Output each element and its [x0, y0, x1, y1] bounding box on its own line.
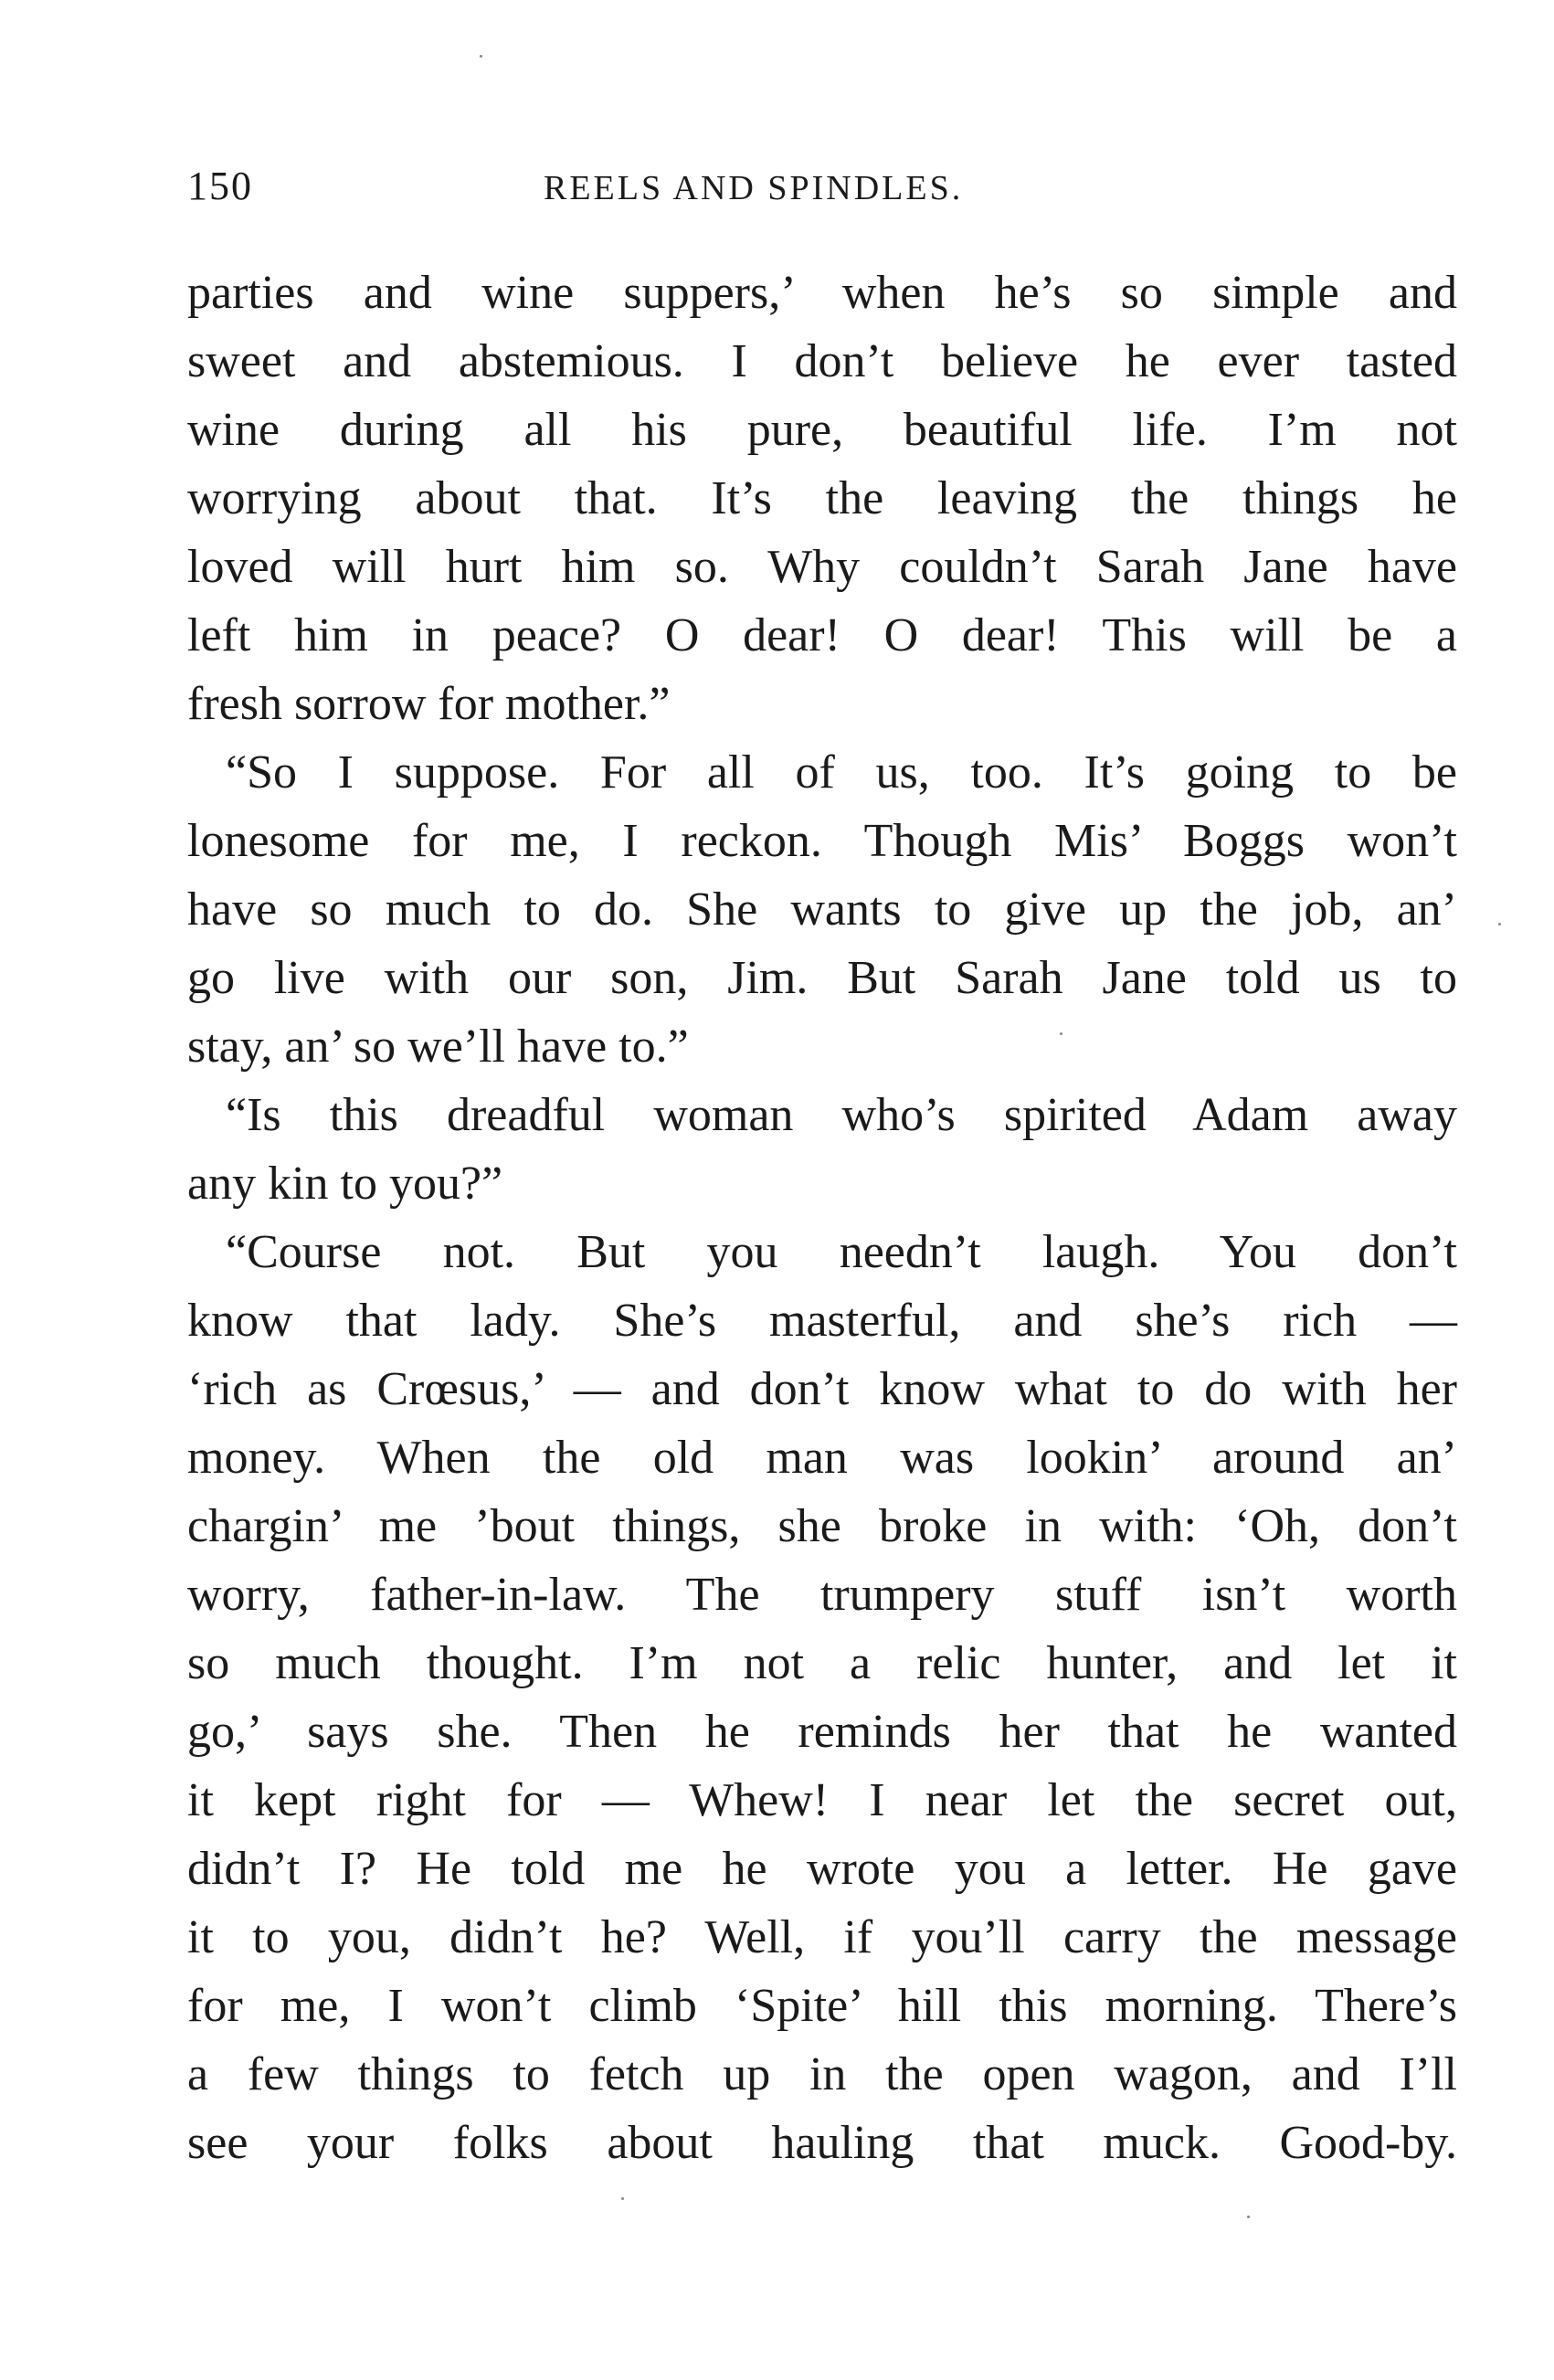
running-header — [187, 163, 1457, 217]
text-line: lonesome for me, I reckon. Though Mis’ Boggs won’t — [187, 815, 1457, 867]
text-line: see your folks about hauling that muck. Good-by. — [187, 2117, 1457, 2169]
paper-speck — [1060, 1032, 1062, 1035]
text-line: “So I suppose. For all of us, too. It’s going to be — [226, 746, 1457, 799]
body-text — [187, 259, 1457, 2177]
text-line: a few things to fetch up in the open wagon, and I’ll — [187, 2048, 1457, 2100]
text-line: money. When the old man was lookin’ around an’ — [187, 1432, 1457, 1484]
text-line: wine during all his pure, beautiful life. I’m not — [187, 404, 1457, 456]
text-line: have so much to do. She wants to give up the job, an’ — [187, 883, 1457, 936]
text-line: parties and wine suppers,’ when he’s so simple and — [187, 267, 1457, 319]
text-line: any kin to you?” — [187, 1158, 503, 1210]
text-line: for me, I won’t climb ‘Spite’ hill this morning. There’s — [187, 1980, 1457, 2032]
paper-speck — [1498, 923, 1501, 926]
text-line: left him in peace? O dear! O dear! This will be a — [187, 609, 1457, 661]
page-number: 150 — [187, 164, 253, 208]
text-line: ‘rich as Crœsus,’ — and don’t know what to do with her — [187, 1363, 1457, 1415]
text-line: it to you, didn’t he? Well, if you’ll carry the message — [187, 1911, 1457, 1963]
text-line: didn’t I? He told me he wrote you a letter. He gave — [187, 1843, 1457, 1895]
text-line: chargin’ me ’bout things, she broke in with: ‘Oh, don’t — [187, 1500, 1457, 1552]
text-line: go live with our son, Jim. But Sarah Jane told us to — [187, 952, 1457, 1004]
text-line: it kept right for — Whew! I near let the secret out, — [187, 1774, 1457, 1826]
paper-speck — [1247, 2216, 1250, 2218]
text-line: go,’ says she. Then he reminds her that he wanted — [187, 1706, 1457, 1758]
text-line: worrying about that. It’s the leaving the things he — [187, 472, 1457, 524]
text-line: loved will hurt him so. Why couldn’t Sarah Jane have — [187, 541, 1457, 593]
text-line: “Is this dreadful woman who’s spirited Adam away — [226, 1089, 1457, 1141]
paper-speck — [621, 2197, 624, 2200]
text-line: “Course not. But you needn’t laugh. You don’t — [226, 1226, 1457, 1278]
text-line: so much thought. I’m not a relic hunter, and let it — [187, 1637, 1457, 1689]
text-line: fresh sorrow for mother.” — [187, 678, 671, 730]
text-line: sweet and abstemious. I don’t believe he ever tasted — [187, 335, 1457, 387]
paper-speck — [480, 55, 482, 58]
text-line: know that lady. She’s masterful, and she’s rich — — [187, 1295, 1457, 1347]
text-line: worry, father-in-law. The trumpery stuff isn’t worth — [187, 1569, 1457, 1621]
running-title: REELS AND SPINDLES. — [544, 169, 964, 207]
text-line: stay, an’ so we’ll have to.” — [187, 1021, 689, 1073]
